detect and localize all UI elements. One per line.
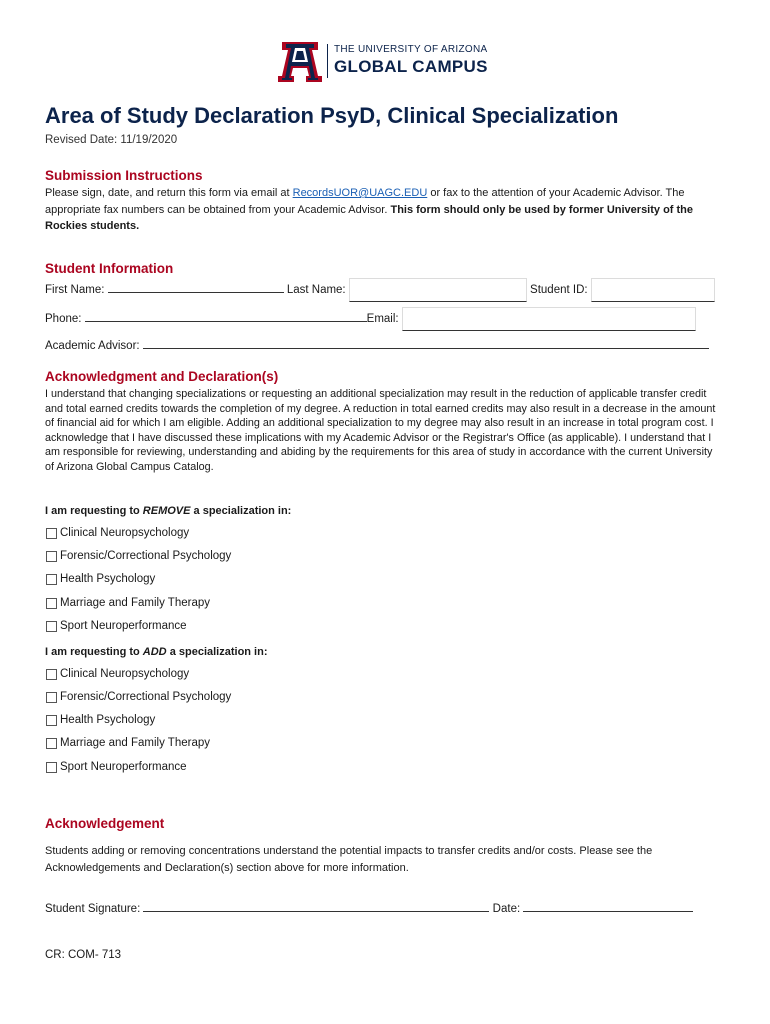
signature-row [45, 901, 693, 915]
date-field[interactable] [523, 901, 693, 912]
add-option-row [46, 761, 187, 773]
remove-option-row [46, 550, 231, 562]
page-title: Area of Study Declaration PsyD, Clinical Specialization [45, 103, 619, 128]
first-name-field[interactable] [108, 282, 284, 293]
remove-checkbox-health-psychology[interactable] [46, 574, 57, 585]
declaration-heading: Acknowledgment and Declaration(s) [45, 369, 279, 384]
student-info-heading: Student Information [45, 261, 174, 276]
remove-checkbox-marriage-family[interactable] [46, 598, 57, 609]
acknowledgement-text: Students adding or removing concentrations understand the potential impacts to transfer credits and/or costs. Please see the Acknowledgements and Declaration(s) section above for more information. [45, 845, 653, 874]
advisor-row [45, 338, 709, 352]
remove-checkbox-clinical-neuropsychology[interactable] [46, 528, 57, 539]
submission-text-before-link: Please sign, date, and return this form via email at [45, 187, 293, 199]
student-id-field[interactable] [591, 278, 715, 302]
arizona-a-logo-icon [278, 38, 322, 82]
logo-campus-name: GLOBAL CAMPUS [334, 57, 488, 76]
student-signature-field[interactable] [143, 901, 489, 912]
add-checkbox-clinical-neuropsychology[interactable] [46, 669, 57, 680]
submission-heading: Submission Instructions [45, 168, 203, 183]
submission-bold-note: This form should only be used by former University of the Rockies students. [45, 203, 694, 232]
records-email-link[interactable]: RecordsUOR@UAGC.EDU [292, 187, 428, 199]
name-row [45, 278, 715, 302]
phone-field[interactable] [85, 311, 367, 322]
email-field[interactable] [402, 307, 696, 331]
remove-option-row [46, 573, 155, 585]
remove-option-label: Health Psychology [60, 573, 156, 585]
academic-advisor-field[interactable] [143, 338, 709, 349]
remove-option-label: Marriage and Family Therapy [60, 597, 210, 609]
academic-advisor-label: Academic Advisor: [45, 340, 140, 352]
last-name-label: Last Name: [286, 284, 346, 297]
submission-instructions [45, 185, 705, 235]
student-id-label: Student ID: [530, 284, 588, 297]
add-option-row [46, 714, 155, 726]
declaration-text: I understand that changing specializations or requesting an additional specialization may result in the reduction of applicable transfer credit and total earned credits towards the completion of my degree. A reduction in total earned credits may also result in a decrease in the amount of financial aid for which I am eligible. Adding an additional specialization to my degree may also result in an increase in total program cost. I acknowledge that I have discussed these implications with my Academic Advisor or the Registrar's Office (as applicable). I understand that I am responsible for reviewing, understanding and abiding by the requirements for this area of study in accordance with the current University of Arizona Global Campus Catalog. [45, 388, 716, 473]
add-option-label: Marriage and Family Therapy [60, 737, 210, 749]
remove-heading [45, 505, 291, 517]
last-name-field[interactable] [349, 278, 527, 302]
add-heading-emphasis: ADD [142, 646, 167, 658]
add-checkbox-health-psychology[interactable] [46, 715, 57, 726]
remove-heading-emphasis: REMOVE [142, 505, 191, 517]
form-code: CR: COM- 713 [45, 949, 122, 961]
add-heading-suffix: a specialization in: [166, 646, 268, 658]
add-option-row [46, 691, 231, 703]
remove-option-row [46, 527, 189, 539]
remove-option-label: Forensic/Correctional Psychology [60, 550, 232, 562]
add-option-row [46, 737, 210, 749]
add-heading [45, 646, 268, 658]
add-option-label: Forensic/Correctional Psychology [60, 691, 232, 703]
remove-option-label: Clinical Neuropsychology [60, 527, 190, 539]
add-heading-prefix: I am requesting to [45, 646, 143, 658]
phone-label: Phone: [45, 313, 82, 326]
email-label: Email: [366, 313, 399, 326]
first-name-label: First Name: [45, 284, 105, 297]
remove-checkbox-forensic-correctional[interactable] [46, 551, 57, 562]
remove-option-label: Sport Neuroperformance [60, 620, 187, 632]
acknowledgement-heading: Acknowledgement [45, 816, 165, 831]
add-checkbox-forensic-correctional[interactable] [46, 692, 57, 703]
revised-date: Revised Date: 11/19/2020 [45, 134, 178, 146]
add-option-label: Clinical Neuropsychology [60, 668, 190, 680]
add-checkbox-marriage-family[interactable] [46, 738, 57, 749]
remove-option-row [46, 620, 187, 632]
university-logo [278, 38, 498, 82]
remove-checkbox-sport-neuroperformance[interactable] [46, 621, 57, 632]
remove-heading-suffix: a specialization in: [190, 505, 292, 517]
add-option-row [46, 668, 189, 680]
date-label: Date: [492, 903, 521, 915]
contact-row [45, 307, 696, 331]
student-signature-label: Student Signature: [45, 903, 141, 915]
remove-option-row [46, 597, 210, 609]
logo-university-name: THE UNIVERSITY OF ARIZONA [334, 44, 488, 55]
add-option-label: Sport Neuroperformance [60, 761, 187, 773]
submission-text-after-link: or fax to the attention of your Academic Advisor. The appropriate fax numbers can be obtained from your Academic Advisor. [45, 187, 685, 216]
add-option-label: Health Psychology [60, 714, 156, 726]
logo-divider [327, 44, 328, 78]
remove-heading-prefix: I am requesting to [45, 505, 143, 517]
add-checkbox-sport-neuroperformance[interactable] [46, 762, 57, 773]
